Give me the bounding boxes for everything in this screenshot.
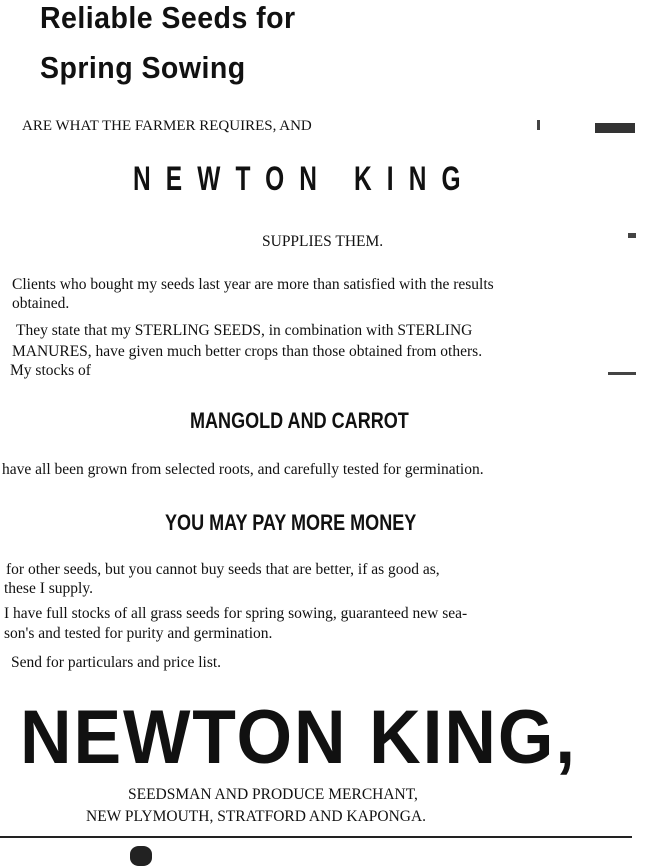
para5-line2: son's and tested for purity and germination.	[4, 625, 273, 642]
para4-line2: these I supply.	[4, 580, 93, 597]
subheading-money: YOU MAY PAY MORE MONEY	[165, 510, 417, 535]
headline-line-2: Spring Sowing	[40, 50, 246, 85]
print-speck	[608, 372, 636, 375]
para4-line1: for other seeds, but you cannot buy seeds that are better, if as good as,	[6, 561, 440, 578]
intro-line: ARE WHAT THE FARMER REQUIRES, AND	[22, 118, 312, 134]
print-speck	[130, 846, 152, 866]
print-speck	[595, 123, 635, 133]
supplies-line: SUPPLIES THEM.	[262, 233, 384, 250]
para2-line3: My stocks of	[10, 362, 91, 379]
title-line: SEEDSMAN AND PRODUCE MERCHANT,	[128, 786, 418, 803]
para1-line1: Clients who bought my seeds last year are more than satisfied with the results	[12, 276, 494, 293]
address-line: NEW PLYMOUTH, STRATFORD AND KAPONGA.	[86, 808, 427, 825]
para3-line: have all been grown from selected roots, and carefully tested for germination.	[2, 461, 484, 478]
para2-line2: MANURES, have given much better crops than those obtained from others.	[12, 343, 483, 360]
para2-line1: They state that my STERLING SEEDS, in combination with STERLING	[16, 322, 473, 339]
para1-line2: obtained.	[12, 295, 70, 312]
firm-name-large: NEWTON KING,	[20, 695, 578, 780]
print-speck	[537, 120, 540, 130]
subheading-mangold: MANGOLD AND CARROT	[190, 408, 409, 433]
bottom-rule	[0, 836, 632, 838]
print-speck	[628, 233, 636, 238]
para6-line: Send for particulars and price list.	[11, 654, 222, 671]
para5-line1: I have full stocks of all grass seeds for spring sowing, guaranteed new sea-	[4, 605, 468, 622]
headline-line-1: Reliable Seeds for	[40, 0, 296, 35]
firm-name-spaced: NEWTON KING	[133, 160, 476, 198]
